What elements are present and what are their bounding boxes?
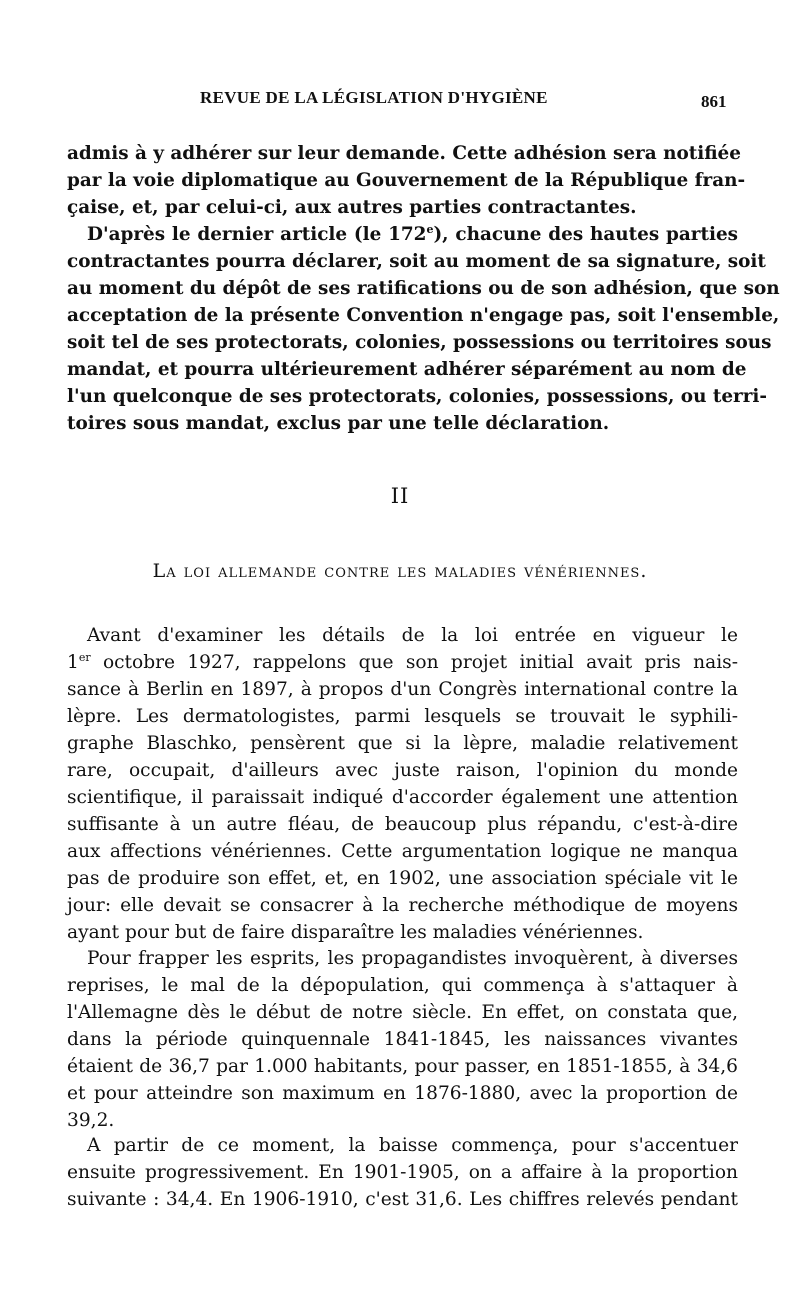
convention-text [67,140,780,437]
paragraph-decline [67,1132,738,1213]
text-line: Pour frapper les esprits, les propagandistes invoquèrent, à diverses [87,948,738,969]
superscript: e [426,222,434,236]
text-line: toires sous mandat, exclus par une telle déclaration. [67,413,610,434]
text-line: scientifique, il paraissait indiqué d'accorder également une attention [67,787,738,808]
text-line: l'Allemagne dès le début de notre siècle. En effet, on constata que, [67,1002,738,1023]
text-line: graphe Blaschko, pensèrent que si la lèpre, maladie relativement [67,733,738,754]
text-line: rare, occupait, d'ailleurs avec juste raison, l'opinion du monde [67,760,738,781]
text-line: et pour atteindre son maximum en 1876-1880, avec la proportion de [67,1083,738,1104]
text-line: admis à y adhérer sur leur demande. Cette adhésion sera notifiée [67,143,741,164]
text-line: par la voie diplomatique au Gouvernement de la République fran- [67,170,746,191]
text-line: sance à Berlin en 1897, à propos d'un Congrès international contre la [67,679,738,700]
section-number: II [390,484,410,508]
text-line: 39,2. [67,1110,115,1131]
text-line: Avant d'examiner les détails de la loi entrée en vigueur le [87,625,738,646]
text-line [67,221,738,248]
text-line: aux affections vénériennes. Cette argumentation logique ne manqua [67,841,738,862]
text-line: lèpre. Les dermatologistes, parmi lesquels se trouvait le syphili- [67,706,738,727]
text-fragment: ), chacune des hautes parties [433,224,738,245]
text-line: acceptation de la présente Convention n'engage pas, soit l'ensemble, [67,305,780,326]
text-fragment: octobre 1927, rappelons que son projet initial avait pris nais- [90,652,738,673]
text-line: suivante : 34,4. En 1906-1910, c'est 31,6. Les chiffres relevés pendant [67,1189,738,1210]
text-line: ayant pour but de faire disparaître les maladies vénériennes. [67,922,644,943]
text-line: jour: elle devait se consacrer à la recherche méthodique de moyens [67,895,738,916]
text-line: dans la période quinquennale 1841-1845, les naissances vivantes [67,1029,738,1050]
text-line: çaise, et, par celui-ci, aux autres parties contractantes. [67,197,637,218]
text-fragment: 1 [67,652,79,673]
text-line: soit tel de ses protectorats, colonies, possessions ou territoires sous [67,332,772,353]
paragraph-depopulation [67,945,738,1134]
text-line: étaient de 36,7 par 1.000 habitants, pour passer, en 1851-1855, à 34,6 [67,1056,738,1077]
paragraph-intro [67,622,738,946]
page-number: 861 [701,92,727,111]
section-title: La loi allemande contre les maladies vénériennes. [152,560,648,582]
running-title: REVUE DE LA LÉGISLATION D'HYGIÈNE [200,88,548,107]
text-line: contractantes pourra déclarer, soit au moment de sa signature, soit [67,251,766,272]
text-line: au moment du dépôt de ses ratifications ou de son adhésion, que son [67,278,780,299]
text-line: ensuite progressivement. En 1901-1905, on a affaire à la proportion [67,1162,738,1183]
text-fragment: D'après le dernier article (le 172 [87,224,427,245]
text-line: A partir de ce moment, la baisse commença, pour s'accentuer [87,1135,738,1156]
text-line: pas de produire son effet, et, en 1902, une association spéciale vit le [67,868,738,889]
text-line: l'un quelconque de ses protectorats, colonies, possessions, ou terri- [67,386,768,407]
text-line: mandat, et pourra ultérieurement adhérer séparément au nom de [67,359,747,380]
text-line: suffisante à un autre fléau, de beaucoup plus répandu, c'est-à-dire [67,814,738,835]
text-line: reprises, le mal de la dépopulation, qui commença à s'attaquer à [67,975,738,996]
text-line [67,649,738,676]
superscript: er [78,650,91,664]
